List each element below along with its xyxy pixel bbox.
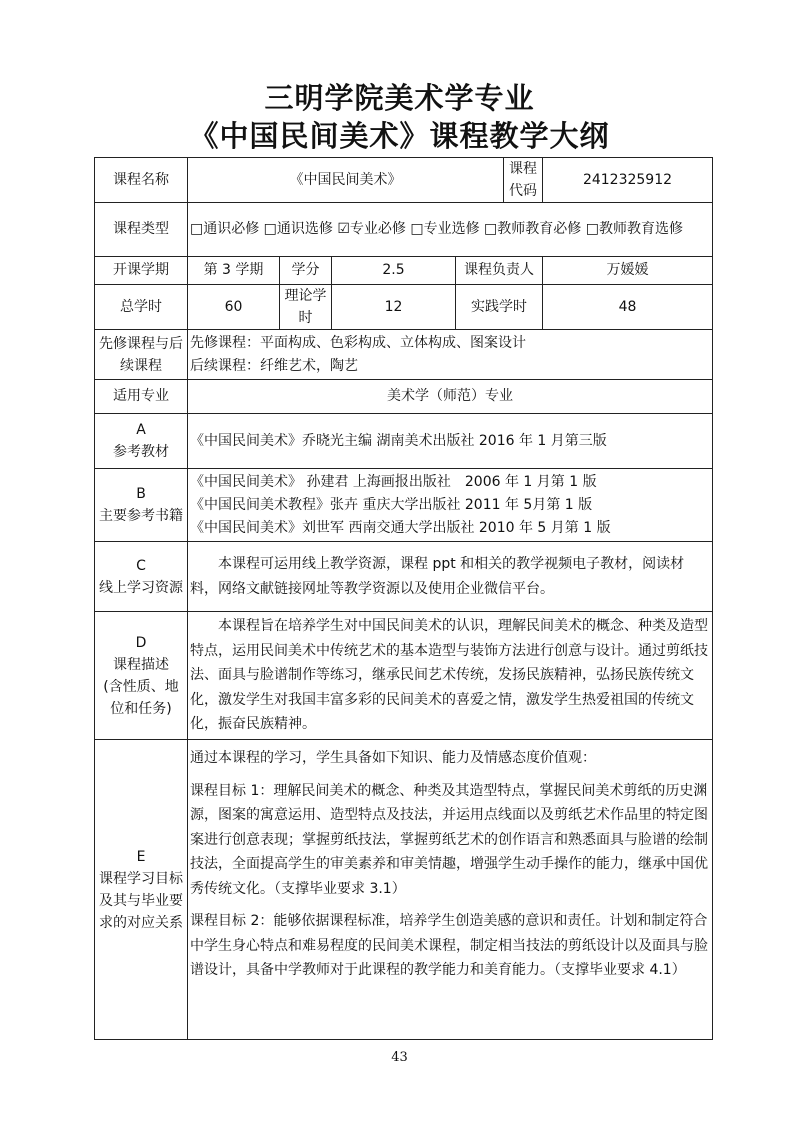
prereq-label: 先修课程与后续课程 (95, 330, 188, 380)
total-hours-label: 总学时 (95, 285, 188, 330)
course-name-label: 课程名称 (95, 158, 188, 203)
row-hours (95, 285, 713, 330)
semester-label: 开课学期 (95, 257, 188, 285)
refs-list (188, 469, 713, 542)
refs-label-cell (95, 469, 188, 542)
goals-letter: E (136, 848, 146, 865)
course-code-value: 2412325912 (543, 158, 713, 203)
refs-letter: B (136, 486, 146, 502)
textbook-value: 《中国民间美术》乔晓光主编 湖南美术出版社 2016 年 1 月第三版 (188, 414, 713, 469)
practice-hours-value: 48 (543, 285, 713, 330)
desc-letter: D (135, 634, 147, 651)
online-label-cell (95, 542, 188, 612)
reference-item: 《中国民间美术教程》张卉 重庆大学出版社 2011 年 5月第 1 版 (190, 496, 593, 513)
textbook-label: 参考教材 (113, 444, 169, 460)
major-value: 美术学（师范）专业 (188, 380, 713, 414)
reference-item: 《中国民间美术》刘世军 西南交通大学出版社 2010 年 5 月第 1 版 (190, 519, 611, 536)
goal-1: 课程目标 1：理解民间美术的概念、种类及其造型特点，掌握民间美术剪纸的历史渊源，图案的寓意运用、造型特点及技法，并运用点线面以及剪纸艺术作品里的特定图案进行创意表现；掌握剪纸技法，掌握剪纸艺术的创作语言和熟悉面具与脸谱的绘制技法，全面提高学生的审美素养和审美情趣，增强学生动手操作的能力，继承中国优秀传统文化。（支撑毕业要求 3.1） (190, 782, 708, 897)
reference-item: 《中国民间美术》 孙建君 上海画报出版社 2006 年 1 月第 1 版 (190, 473, 597, 490)
prereq-content (188, 330, 713, 380)
row-prereq (95, 330, 713, 380)
row-semester (95, 257, 713, 285)
online-letter: C (136, 557, 146, 574)
row-major (95, 380, 713, 414)
row-online-resources (95, 542, 713, 612)
desc-label-sub: (含性质、地位和任务) (103, 678, 179, 717)
course-type-options: □通识必修 □通识选修 ☑专业必修 □专业选修 □教师教育必修 □教师教育选修 (188, 203, 713, 257)
prereq-before: 先修课程：平面构成、色彩构成、立体构成、图案设计 (190, 334, 526, 351)
semester-value: 第 3 学期 (188, 257, 280, 285)
theory-hours-label: 理论学时 (280, 285, 332, 330)
credit-value: 2.5 (332, 257, 456, 285)
desc-label: 课程描述 (113, 656, 169, 673)
row-course-name (95, 158, 713, 203)
desc-text: 本课程旨在培养学生对中国民间美术的认识，理解民间美术的概念、种类及造型特点，运用民间美术中传统艺术的基本造型与装饰方法进行创意与设计。通过剪纸技法、面具与脸谱制作等练习，继承民间艺术传统，发扬民族精神，弘扬民族传统文化，激发学生对我国丰富多彩的民间美术的喜爱之情，激发学生热爱祖国的传统文化，振奋民族精神。 (188, 612, 713, 740)
course-lead-value: 万媛媛 (543, 257, 713, 285)
credit-label: 学分 (280, 257, 332, 285)
online-label: 线上学习资源 (99, 579, 183, 596)
row-description (95, 612, 713, 740)
syllabus-table (94, 157, 713, 1040)
course-type-label: 课程类型 (95, 203, 188, 257)
goals-content (188, 740, 713, 1040)
practice-hours-label: 实践学时 (456, 285, 543, 330)
textbook-letter: A (136, 422, 146, 438)
page-number: 43 (391, 1050, 408, 1065)
theory-hours-value: 12 (332, 285, 456, 330)
row-textbook (95, 414, 713, 469)
row-course-type (95, 203, 713, 257)
row-goals (95, 740, 713, 1040)
goal-2: 课程目标 2：能够依据课程标准，培养学生创造美感的意识和责任。计划和制定符合中学生身心特点和难易程度的民间美术课程，制定相当技法的剪纸设计以及面具与脸谱设计，具备中学教师对于此课程的教学能力和美育能力。（支撑毕业要求 4.1） (190, 913, 708, 978)
goals-label: 课程学习目标及其与毕业要求的对应关系 (99, 870, 183, 931)
major-label: 适用专业 (95, 380, 188, 414)
course-code-label: 课程代码 (504, 158, 543, 203)
desc-label-cell (95, 612, 188, 740)
goals-label-cell (95, 740, 188, 1040)
textbook-label-cell (95, 414, 188, 469)
course-lead-label: 课程负责人 (456, 257, 543, 285)
row-references (95, 469, 713, 542)
online-text: 本课程可运用线上教学资源，课程 ppt 和相关的教学视频电子教材，阅读材料，网络文献链接网址等教学资源以及使用企业微信平台。 (188, 542, 713, 612)
course-name-value: 《中国民间美术》 (188, 158, 504, 203)
document-title-line2: 《中国民间美术》课程教学大纲 (189, 119, 610, 153)
total-hours-value: 60 (188, 285, 280, 330)
prereq-after: 后续课程：纤维艺术，陶艺 (190, 357, 358, 374)
refs-label: 主要参考书籍 (99, 508, 183, 524)
goals-intro: 通过本课程的学习，学生具备如下知识、能力及情感态度价值观： (190, 750, 596, 766)
document-title-line1: 三明学院美术学专业 (264, 81, 535, 115)
